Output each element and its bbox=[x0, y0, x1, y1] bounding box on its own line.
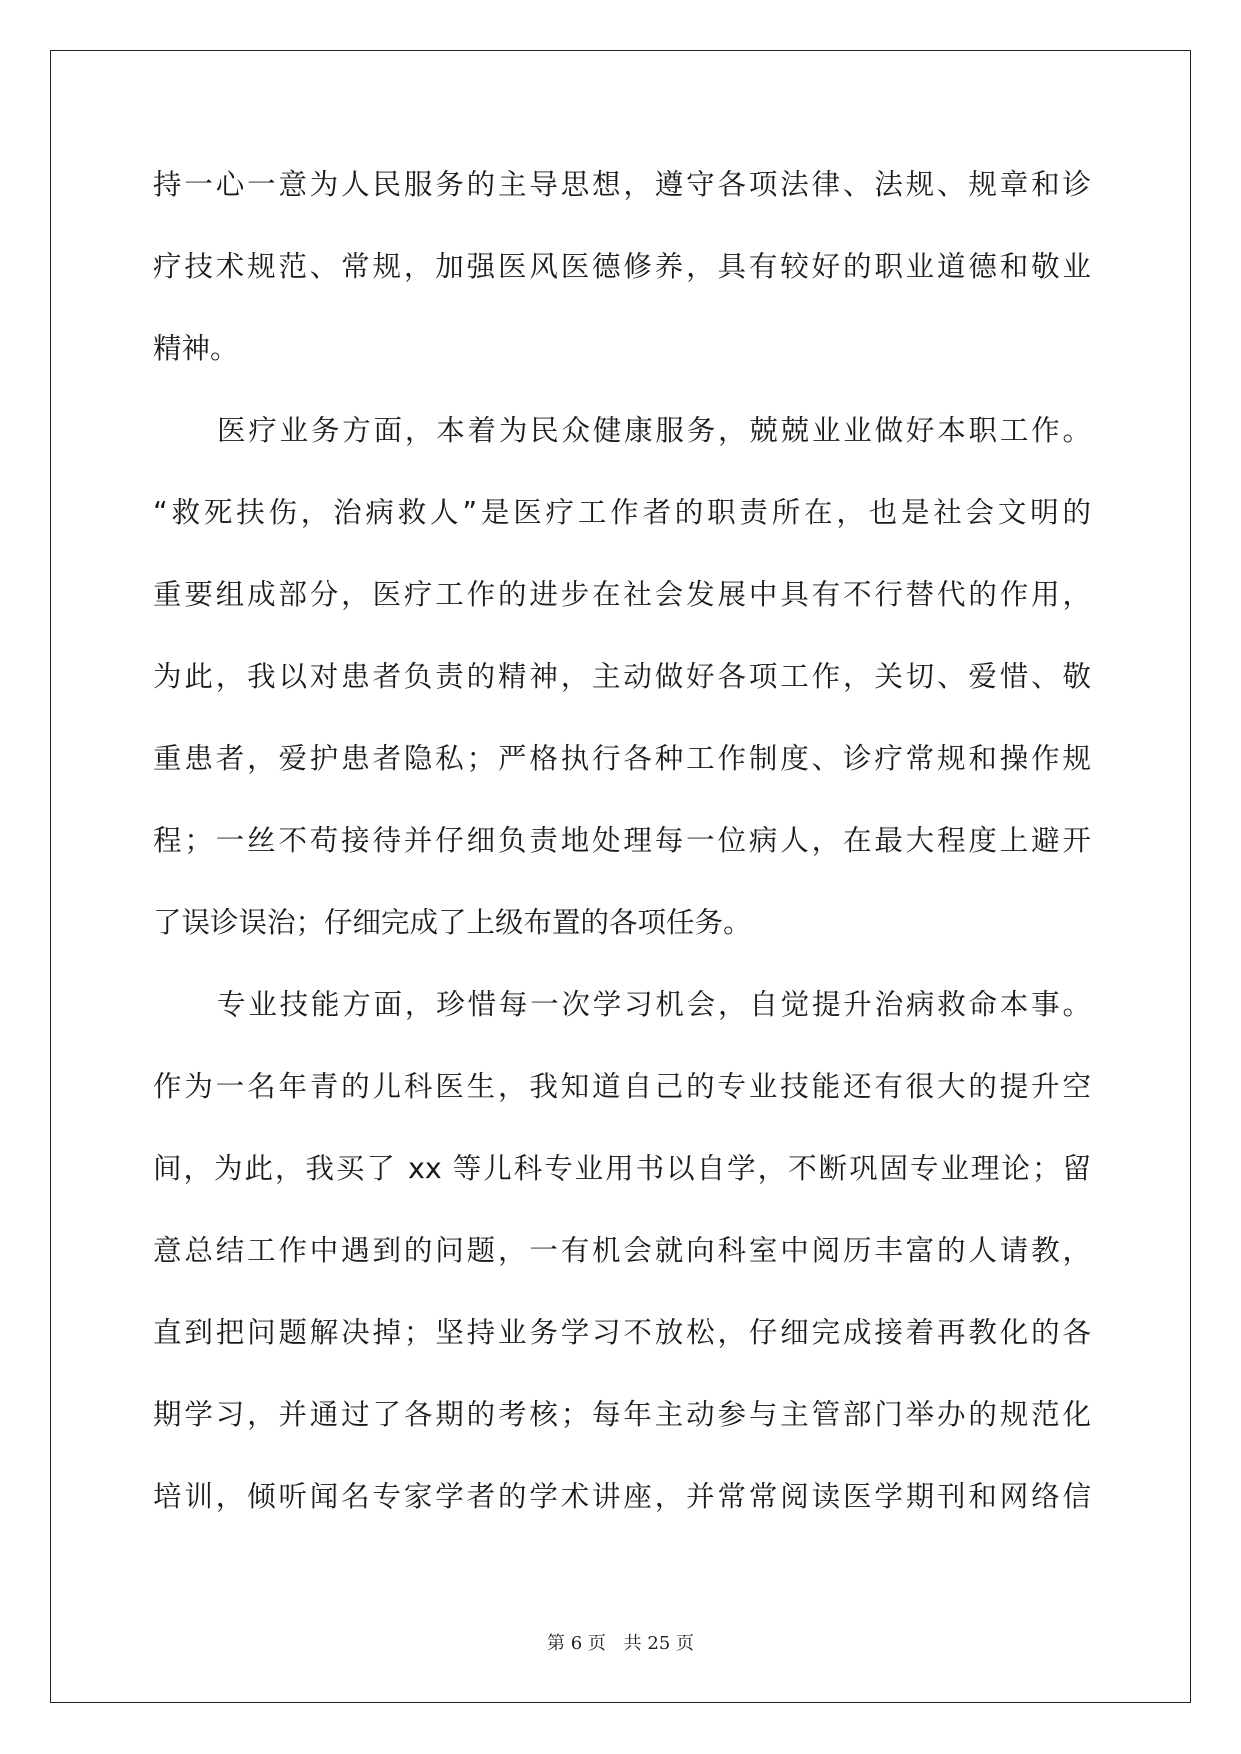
page-number-total: 共 25 页 bbox=[623, 1633, 694, 1654]
text-line: 作为一名年青的儿科医生，我知道自己的专业技能还有很大的提升空 bbox=[153, 1070, 1091, 1103]
text-line: 了误诊误治；仔细完成了上级布置的各项任务。 bbox=[153, 906, 752, 939]
text-line: 意总结工作中遇到的问题，一有机会就向科室中阅历丰富的人请教， bbox=[153, 1234, 1091, 1267]
text-line: 为此，我以对患者负责的精神，主动做好各项工作，关切、爱惜、敬 bbox=[153, 660, 1091, 693]
document-body bbox=[153, 156, 1091, 1550]
text-line: “救死扶伤，治病救人”是医疗工作者的职责所在，也是社会文明的 bbox=[153, 496, 1091, 529]
text-line: 重患者，爱护患者隐私；严格执行各种工作制度、诊疗常规和操作规 bbox=[153, 742, 1091, 775]
text-line: 医疗业务方面，本着为民众健康服务，兢兢业业做好本职工作。 bbox=[217, 414, 1091, 447]
page-footer bbox=[0, 1629, 1241, 1655]
text-line: 专业技能方面，珍惜每一次学习机会，自觉提升治病救命本事。 bbox=[217, 988, 1091, 1021]
page-number-current: 第 6 页 bbox=[547, 1633, 606, 1654]
text-line: 程；一丝不苟接待并仔细负责地处理每一位病人，在最大程度上避开 bbox=[153, 824, 1091, 857]
text-line: 间，为此，我买了 xx 等儿科专业用书以自学，不断巩固专业理论；留 bbox=[153, 1152, 1091, 1185]
text-line: 精神。 bbox=[153, 332, 239, 365]
text-line: 培训，倾听闻名专家学者的学术讲座，并常常阅读医学期刊和网络信 bbox=[153, 1480, 1091, 1513]
text-line: 期学习，并通过了各期的考核；每年主动参与主管部门举办的规范化 bbox=[153, 1398, 1091, 1431]
text-line: 重要组成部分，医疗工作的进步在社会发展中具有不行替代的作用， bbox=[153, 578, 1091, 611]
text-line: 持一心一意为人民服务的主导思想，遵守各项法律、法规、规章和诊 bbox=[153, 168, 1091, 201]
text-line: 直到把问题解决掉；坚持业务学习不放松，仔细完成接着再教化的各 bbox=[153, 1316, 1091, 1349]
text-line: 疗技术规范、常规，加强医风医德修养，具有较好的职业道德和敬业 bbox=[153, 250, 1091, 283]
